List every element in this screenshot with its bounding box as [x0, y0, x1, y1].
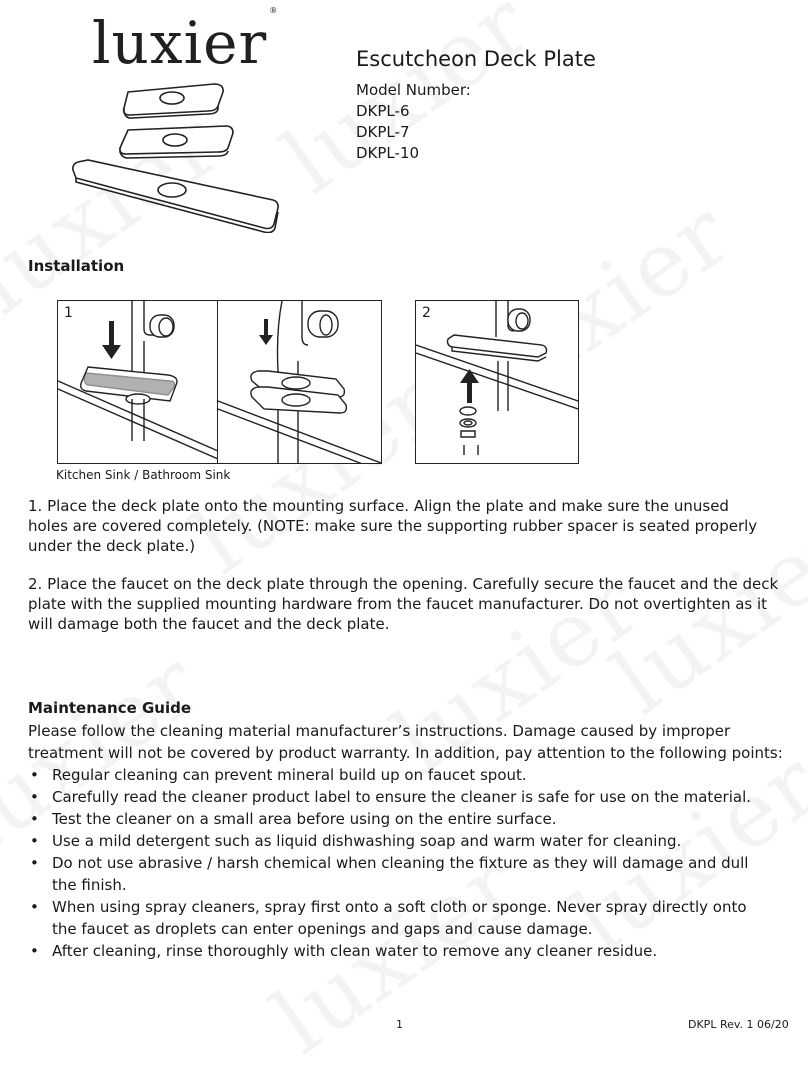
figure-panel-1a: [57, 300, 219, 464]
list-item: • Do not use abrasive / harsh chemical when cleaning the fixture as they will damage and dull the finish.: [28, 852, 768, 896]
list-item: • Use a mild detergent such as liquid dishwashing soap and warm water for cleaning.: [28, 830, 768, 852]
brand-logo: luxier ®: [92, 5, 279, 77]
model-numbers: [356, 80, 471, 164]
page-number: 1: [396, 1018, 403, 1031]
list-item: • Test the cleaner on a small area before using on the entire surface.: [28, 808, 768, 830]
figure-panel-2: [415, 300, 579, 464]
installation-step-2: 2. Place the faucet on the deck plate through the opening. Carefully secure the faucet and the deck plate with the supplied mounting hardware from the faucet manufacturer. Do not overtighten as it will damage both the faucet and the deck plate.: [28, 575, 779, 633]
revision-label: DKPL Rev. 1 06/20: [688, 1018, 789, 1031]
maintenance-intro: Please follow the cleaning material manufacturer’s instructions. Damage caused by improper treatment will not be covered by product warranty. In addition, pay attention to the following points:: [28, 722, 783, 762]
list-item: • When using spray cleaners, spray first onto a soft cloth or sponge. Never spray directly onto the faucet as droplets can enter openings and gaps and cause damage.: [28, 896, 768, 940]
figure-number: 2: [422, 305, 431, 321]
model-number: DKPL-6: [356, 102, 410, 120]
figure-panel-1b: [217, 300, 382, 464]
model-number: DKPL-7: [356, 123, 410, 141]
installation-heading: Installation: [28, 257, 125, 275]
installation-step-1: 1. Place the deck plate onto the mounting surface. Align the plate and make sure the unused holes are covered completely. (NOTE: make sure the supporting rubber spacer is seated properly under the deck plate.): [28, 497, 758, 555]
model-number: DKPL-10: [356, 144, 420, 162]
model-label: Model Number:: [356, 81, 471, 99]
deck-plates-illustration: [68, 78, 283, 233]
figure-caption: Kitchen Sink / Bathroom Sink: [56, 468, 231, 482]
maintenance-heading: Maintenance Guide: [28, 699, 192, 717]
figure-number: 1: [64, 305, 73, 321]
list-item: • Carefully read the cleaner product label to ensure the cleaner is safe for use on the material.: [28, 786, 768, 808]
list-item: • Regular cleaning can prevent mineral build up on faucet spout.: [28, 764, 768, 786]
product-title: Escutcheon Deck Plate: [356, 47, 596, 71]
maintenance-list: [28, 764, 768, 962]
list-item: • After cleaning, rinse thoroughly with clean water to remove any cleaner residue.: [28, 940, 768, 962]
